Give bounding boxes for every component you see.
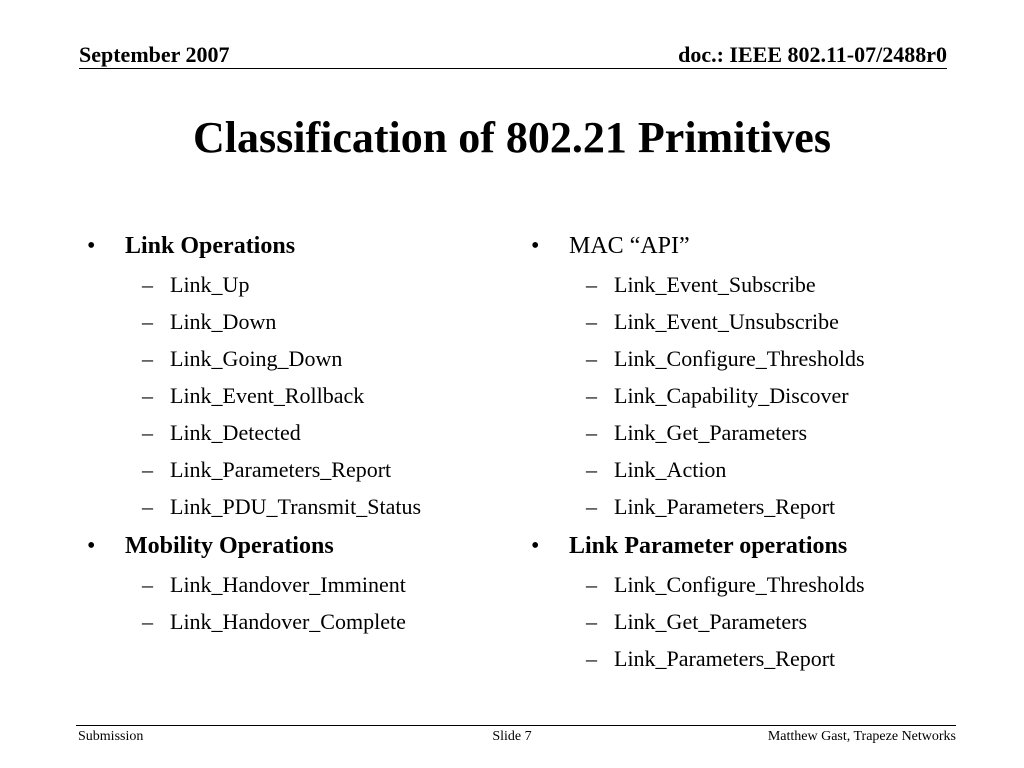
right-bullet-list [528,228,928,677]
sub-list [528,266,928,525]
dash-icon: – [586,494,597,519]
list-item [84,603,484,640]
footer-slide-number: Slide 7 [492,729,532,744]
right-section-link-parameter-operations [528,528,928,677]
list-item [528,640,928,677]
dash-icon: – [586,572,597,597]
list-item [528,266,928,303]
bullet-icon: • [531,233,540,259]
list-item-text: Link_Event_Rollback [170,383,365,408]
dash-icon: – [142,346,153,371]
list-item-text: Link_Get_Parameters [614,609,808,634]
dash-icon: – [142,420,153,445]
dash-icon: – [142,457,153,482]
left-column [84,228,484,643]
list-item-text: Link_Parameters_Report [614,646,836,671]
list-item [84,414,484,451]
section-heading: MAC “API” [569,233,690,259]
list-item-text: Link_Down [170,309,277,334]
list-item-text: Link_Event_Unsubscribe [614,309,839,334]
bullet-icon: • [87,533,96,559]
list-item-text: Link_Event_Subscribe [614,272,816,297]
list-item-text: Link_Action [614,457,727,482]
list-item [84,566,484,603]
header-doc-id: doc.: IEEE 802.11-07/2488r0 [678,42,947,67]
left-section-link-operations [84,228,484,525]
list-item [528,451,928,488]
list-item [528,566,928,603]
dash-icon: – [586,646,597,671]
list-item-text: Link_Capability_Discover [614,383,849,408]
dash-icon: – [586,309,597,334]
sub-list [84,566,484,640]
dash-icon: – [586,457,597,482]
list-item [528,377,928,414]
list-item-text: Link_Going_Down [170,346,343,371]
dash-icon: – [142,309,153,334]
footer-submission: Submission [78,729,144,744]
list-item [84,266,484,303]
left-section-mobility-operations [84,528,484,640]
sub-list [528,566,928,677]
dash-icon: – [142,494,153,519]
sub-list [84,266,484,525]
section-heading: Link Operations [125,233,296,259]
section-heading: Mobility Operations [125,533,334,559]
list-item-text: Link_Handover_Imminent [170,572,406,597]
dash-icon: – [586,346,597,371]
list-item-text: Link_Configure_Thresholds [614,346,865,371]
list-item [528,303,928,340]
list-item [84,488,484,525]
section-heading: Link Parameter operations [569,533,848,559]
list-item-text: Link_Get_Parameters [614,420,808,445]
left-bullet-list [84,228,484,640]
header-date: September 2007 [79,42,230,67]
list-item [84,340,484,377]
list-item-text: Link_Parameters_Report [170,457,392,482]
dash-icon: – [586,609,597,634]
bullet-icon: • [87,233,96,259]
list-item [84,303,484,340]
header-divider [79,68,947,69]
list-item-text: Link_PDU_Transmit_Status [170,494,422,519]
list-item-text: Link_Configure_Thresholds [614,572,865,597]
dash-icon: – [586,420,597,445]
list-item [528,414,928,451]
footer-divider [76,725,956,726]
dash-icon: – [142,609,153,634]
list-item-text: Link_Handover_Complete [170,609,406,634]
dash-icon: – [142,572,153,597]
bullet-icon: • [531,533,540,559]
dash-icon: – [586,383,597,408]
list-item-text: Link_Detected [170,420,301,445]
list-item [84,451,484,488]
list-item [84,377,484,414]
right-column [528,228,928,680]
footer-author: Matthew Gast, Trapeze Networks [767,729,956,744]
list-item-text: Link_Up [170,272,250,297]
dash-icon: – [586,272,597,297]
list-item [528,603,928,640]
dash-icon: – [142,272,153,297]
dash-icon: – [142,383,153,408]
list-item-text: Link_Parameters_Report [614,494,836,519]
list-item [528,340,928,377]
slide-title: Classification of 802.21 Primitives [193,113,831,162]
right-section-mac-api [528,228,928,525]
list-item [528,488,928,525]
